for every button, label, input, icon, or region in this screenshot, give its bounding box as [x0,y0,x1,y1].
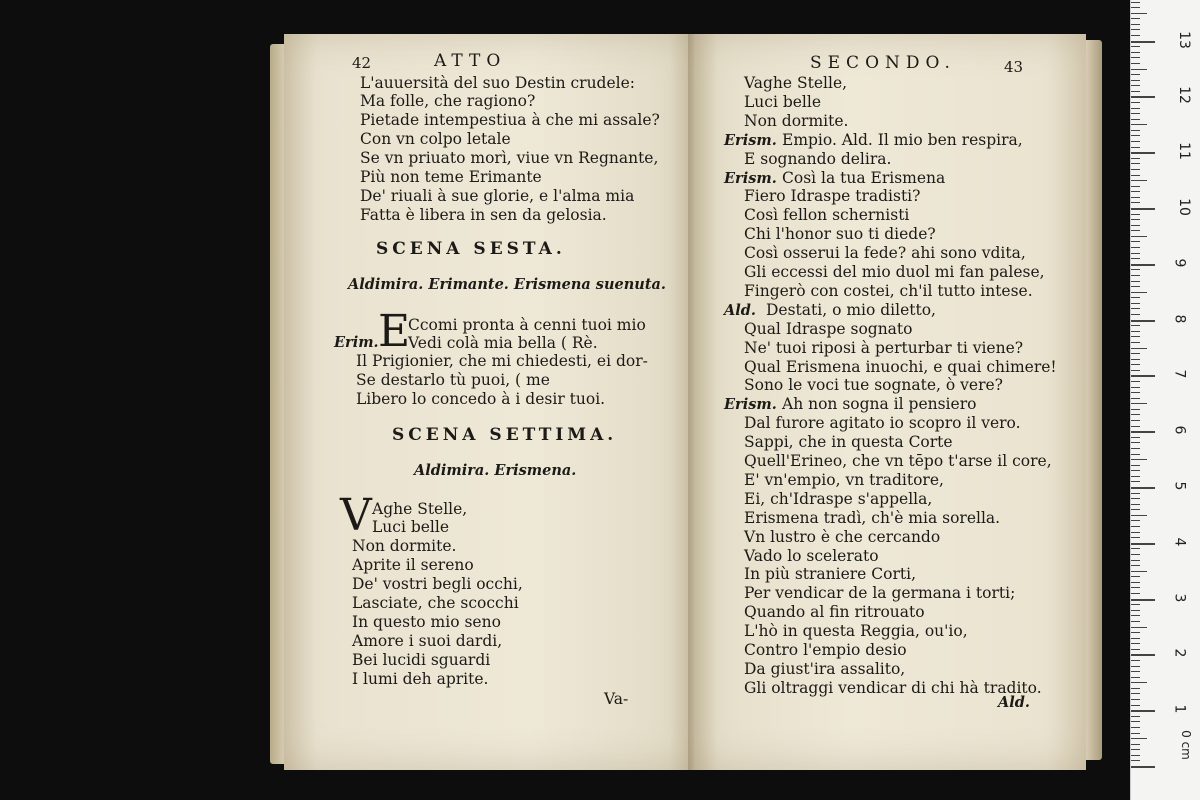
ruler-tick [1131,219,1140,220]
ruler-tick [1131,141,1140,142]
text-line: In più straniere Corti, [744,565,916,584]
ruler-tick [1131,671,1140,672]
text-line: I lumi deh aprite. [352,670,489,688]
ruler-tick [1131,565,1140,566]
ruler-tick [1131,253,1140,254]
ruler-tick [1131,604,1140,605]
ruler-tick [1131,320,1155,322]
ruler-tick [1131,35,1140,36]
ruler-tick [1131,314,1140,315]
ruler-tick [1131,431,1155,433]
text-line: Pietade intempestiua à che mi assale? [360,111,660,129]
ruler-tick [1131,526,1140,527]
ruler-tick [1131,615,1140,616]
speaker-label: Erim. [334,334,379,351]
ruler-number: 1 [1171,704,1188,714]
ruler-tick [1131,677,1140,678]
ruler-number: 10 [1175,198,1192,216]
text-line: Ne' tuoi riposi à perturbar ti viene? [744,338,1024,357]
text-line: Amore i suoi dardi, [352,632,503,650]
ruler-tick [1131,41,1155,43]
text-line: L'auuersità del suo Destin crudele: [360,74,635,92]
ruler-tick [1131,587,1140,588]
ruler-tick [1131,470,1140,471]
ruler-tick [1131,74,1140,75]
text-line: Così fellon schernisti [744,206,910,225]
ruler-tick [1131,85,1140,86]
ruler-tick [1131,627,1147,628]
text-line: Luci belle [372,518,450,536]
ruler-tick [1131,465,1140,466]
ruler-tick [1131,169,1140,170]
text-line: Quando al fin ritrouato [744,603,925,622]
ruler-tick [1131,297,1140,298]
ruler-tick [1131,738,1147,739]
ruler-tick [1131,532,1140,533]
ruler-number: 5 [1171,481,1188,491]
ruler-tick [1131,520,1140,521]
ruler-tick [1131,576,1140,577]
ruler-tick [1131,281,1140,282]
ruler-tick [1131,498,1140,499]
ruler-tick [1131,454,1140,455]
ruler-tick [1131,459,1147,460]
ruler-number: 3 [1171,593,1188,603]
ruler-tick [1131,180,1147,181]
ruler-tick [1131,705,1140,706]
ruler-tick [1131,214,1140,215]
ruler-tick [1131,755,1140,756]
ruler-tick [1131,733,1140,734]
ruler-tick [1131,744,1140,745]
ruler-tick [1131,2,1140,3]
ruler-tick [1131,13,1147,14]
ruler-number: 9 [1171,258,1188,268]
text-line: Chi l'honor suo ti diede? [744,225,936,244]
ruler-tick [1131,275,1140,276]
ruler-tick [1131,375,1155,377]
ruler-tick [1131,610,1140,611]
ruler-number: 7 [1171,369,1188,379]
ruler-tick [1131,710,1155,712]
ruler-tick [1131,571,1147,572]
text-line: Così osserui la fede? ahi sono vdita, [744,244,1026,263]
ruler-tick [1131,147,1140,148]
left-page [284,34,694,770]
ruler-tick [1131,342,1140,343]
ruler-tick [1131,152,1155,154]
ruler-tick [1131,163,1140,164]
ruler-tick [1131,331,1140,332]
text-line: L'hò in questa Reggia, ou'io, [744,622,968,641]
ruler-tick [1131,593,1140,594]
text-line: Il Prigionier, che mi chiedesti, ei dor- [356,352,648,370]
ruler-tick [1131,364,1140,365]
catchword: Ald. [998,694,1030,711]
right-page-edge [1084,40,1102,760]
scene-heading: SCENA SETTIMA. [392,425,618,445]
text-line: Aghe Stelle, [372,500,468,518]
ruler-tick [1131,442,1140,443]
text-line: Fingerò con costei, ch'il tutto intese. [744,281,1033,300]
catchword: Va- [604,690,629,708]
ruler-tick [1131,760,1140,761]
ruler-tick [1131,130,1140,131]
ruler-tick [1131,632,1140,633]
ruler-tick [1131,124,1147,125]
text-line: Ccomi pronta à cenni tuoi mio [408,316,646,334]
left-page-number: 42 [352,54,372,72]
ruler-tick [1131,353,1140,354]
text-line: Bei lucidi sguardi [352,651,491,669]
ruler-tick [1131,682,1147,683]
text-line: De' riuali à sue glorie, e l'alma mia [360,187,635,205]
ruler-tick [1131,230,1140,231]
ruler-tick [1131,638,1140,639]
ruler-tick [1131,721,1140,722]
text-line: Se destarlo tù puoi, ( me [356,371,550,389]
right-running-head: SECONDO. [810,53,956,73]
ruler-tick [1131,437,1140,438]
speaker-label: Erism. [724,131,777,149]
ruler-tick [1131,766,1155,768]
drop-cap: E [378,306,411,357]
ruler-tick [1131,108,1140,109]
ruler-tick [1131,102,1140,103]
ruler-tick [1131,515,1147,516]
ruler-tick [1131,91,1140,92]
ruler-tick [1131,599,1155,601]
ruler-tick [1131,409,1140,410]
ruler-tick [1131,308,1140,309]
ruler-tick [1131,197,1140,198]
text-line: Gli eccessi del mio duol mi fan palese, [744,263,1045,281]
text-line: Quell'Erineo, che vn tēpo t'arse il core, [744,452,1052,470]
ruler-tick [1131,24,1140,25]
ruler-tick [1131,727,1140,728]
speaker-label: Erism. [724,169,777,187]
ruler-tick [1131,476,1140,477]
ruler-number: 2 [1171,648,1188,658]
ruler-tick [1131,649,1140,650]
ruler-tick [1131,96,1155,98]
ruler-tick [1131,18,1140,19]
ruler-tick [1131,80,1140,81]
ruler-tick [1131,654,1155,656]
right-page-number: 43 [1004,58,1024,76]
ruler-tick [1131,381,1140,382]
scene-cast: Aldimira. Erismena. [414,462,577,479]
ruler-tick [1131,487,1155,489]
text-line: Non dormite. [352,537,457,555]
ruler-tick [1131,29,1140,30]
ruler-tick [1131,509,1140,510]
ruler-tick [1131,325,1140,326]
text-line: Per vendicar de la germana i torti; [744,584,1016,603]
text-line: Lasciate, che scocchi [352,594,519,612]
ruler-tick [1131,543,1155,545]
ruler-tick [1131,241,1140,242]
ruler-tick [1131,414,1140,415]
text-line: In questo mio seno [352,613,501,631]
text-line: Se vn priuato morì, viue vn Regnante, [360,149,659,167]
ruler-tick [1131,693,1140,694]
ruler-tick [1131,258,1140,259]
ruler-tick [1131,186,1140,187]
text-line: Vedi colà mia bella ( Rè. [408,334,598,352]
ruler-tick [1131,175,1140,176]
text-line: Fatta è libera in sen da gelosia. [360,206,607,224]
ruler-tick [1131,504,1140,505]
ruler-tick [1131,52,1140,53]
ruler-tick [1131,387,1140,388]
ruler-tick [1131,208,1155,210]
text-line: Empio. Ald. Il mio ben respira, [782,130,1023,149]
ruler-tick [1131,666,1140,667]
text-line: Sono le voci tue sognate, ò vere? [744,376,1003,395]
ruler-tick [1131,392,1140,393]
ruler-number: 6 [1171,425,1188,435]
ruler-tick [1131,7,1140,8]
text-line: Non dormite. [744,111,849,130]
ruler-tick [1131,247,1140,248]
ruler-tick [1131,69,1147,70]
ruler-tick [1131,643,1140,644]
ruler-number: 13 [1175,30,1192,49]
text-line: Gli oltraggi vendicar di chi hà tradito. [744,678,1042,697]
text-line: De' vostri begli occhi, [352,575,523,593]
ruler-tick [1131,554,1140,555]
ruler-tick [1131,336,1140,337]
ruler-tick [1131,548,1140,549]
ruler-tick [1131,202,1140,203]
ruler-tick [1131,688,1140,689]
ruler-tick [1131,493,1140,494]
right-page [694,34,1086,770]
text-line: Ah non sogna il pensiero [782,395,977,414]
ruler-tick [1131,269,1140,270]
ruler-tick [1131,582,1140,583]
ruler-tick [1131,158,1140,159]
ruler-number: 4 [1171,537,1188,547]
ruler-tick [1131,420,1140,421]
ruler-tick [1131,699,1140,700]
text-line: Sappi, che in questa Corte [744,433,953,452]
ruler-tick [1131,749,1140,750]
ruler-unit-label: 0 cm [1178,730,1193,760]
ruler-tick [1131,359,1140,360]
ruler-tick [1131,403,1147,404]
text-line: Contro l'empio desio [744,641,907,659]
text-line: Vado lo scelerato [744,546,879,565]
text-line: Qual Idraspe sognato [744,319,913,338]
ruler-tick [1131,57,1140,58]
ruler-tick [1131,119,1140,120]
text-line: Dal furore agitato io scopro il vero. [744,414,1021,433]
ruler-tick [1131,63,1140,64]
ruler-tick [1131,113,1140,114]
ruler-tick [1131,264,1155,266]
text-line: Qual Erismena inuochi, e quai chimere! [744,357,1057,376]
ruler-tick [1131,537,1140,538]
text-line: Così la tua Erismena [782,168,946,187]
text-line: Da giust'ira assalito, [744,659,906,678]
ruler-tick [1131,286,1140,287]
text-line: Con vn colpo letale [360,130,511,148]
text-line: Ma folle, che ragiono? [360,92,536,110]
ruler-tick [1131,191,1140,192]
ruler-tick [1131,398,1140,399]
text-line: E' vn'empio, vn traditore, [744,470,944,489]
ruler-tick [1131,135,1140,136]
text-line: Ei, ch'Idraspe s'appella, [744,489,933,508]
scene-cast: Aldimira. Erimante. Erismena suenuta. [348,276,666,293]
text-line: Vaghe Stelle, [744,74,848,92]
ruler-tick [1131,426,1140,427]
ruler-tick [1131,621,1140,622]
ruler-number: 11 [1175,142,1192,161]
scene-heading: SCENA SESTA. [376,239,566,259]
ruler-tick [1131,370,1140,371]
ruler-tick [1131,292,1147,293]
ruler-tick [1131,481,1140,482]
ruler-number: 8 [1171,314,1188,324]
open-book [270,28,1102,776]
speaker-label: Erism. [724,396,777,414]
ruler-tick [1131,236,1147,237]
text-line: Destati, o mio diletto, [766,300,936,319]
ruler-tick [1131,225,1140,226]
text-line: Aprite il sereno [352,556,474,574]
text-line: Luci belle [744,92,822,111]
ruler-tick [1131,303,1140,304]
text-line: Erismena tradì, ch'è mia sorella. [744,508,1001,527]
measurement-ruler [1130,0,1200,800]
left-running-head: ATTO [434,51,507,71]
ruler-tick [1131,448,1140,449]
ruler-tick [1131,348,1147,349]
text-line: Più non teme Erimante [360,168,542,186]
text-line: E sognando delira. [744,149,892,168]
text-line: Fiero Idraspe tradisti? [744,187,921,206]
text-line: Libero lo concedo à i desir tuoi. [356,390,606,408]
ruler-tick [1131,716,1140,717]
ruler-tick [1131,560,1140,561]
text-line: Vn lustro è che cercando [744,527,941,546]
ruler-number: 12 [1175,86,1192,105]
drop-cap: V [340,490,372,541]
ruler-tick [1131,46,1140,47]
speaker-label: Ald. [724,301,756,319]
ruler-tick [1131,660,1140,661]
